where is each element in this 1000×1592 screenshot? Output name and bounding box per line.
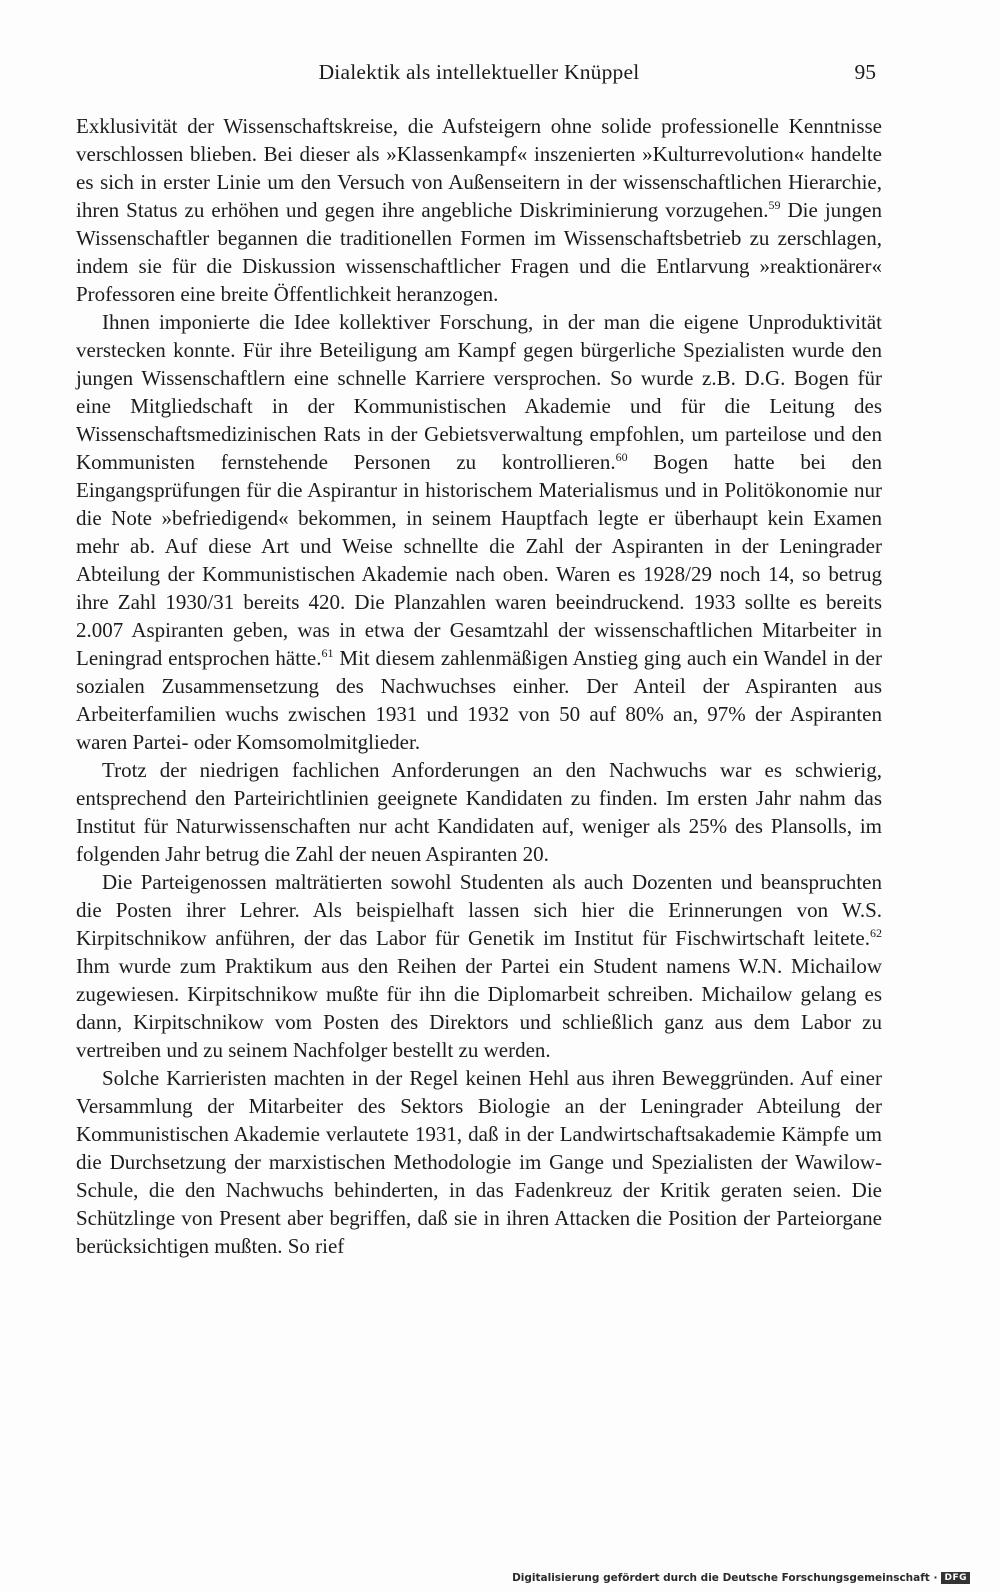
paragraph-text: Mit diesem zahlenmäßigen Anstieg ging auch ein Wandel in der sozialen Zusammensetzung des Nachwuchses einher. Der Anteil der Aspiranten aus Arbeiterfamilien wuchs zwischen 1931 und 1932 von 50 auf 80% an, 97% der Aspiranten waren Partei- oder Komsomolmitglieder. <box>76 646 882 754</box>
paragraph-text: Die jungen Wissenschaftler begannen die traditionellen Formen im Wissenschaftsbetrieb zu zerschlagen, indem sie für die Diskussion wissenschaftlicher Fragen und die Entlarvung »reaktionärer« Professoren eine breite Öffentlichkeit heranzogen. <box>76 198 882 306</box>
credit-text: Digitalisierung gefördert durch die Deutsche Forschungsgemeinschaft · <box>512 1572 938 1584</box>
page-number: 95 <box>854 60 876 84</box>
footnote-ref-62: 62 <box>870 926 882 940</box>
paragraph-3 <box>76 756 882 868</box>
paragraph-text: Die Parteigenossen malträtierten sowohl Studenten als auch Dozenten und beanspruchten die Posten ihrer Lehrer. Als beispielhaft lassen sich hier die Erinnerungen von W.S. Kirpitschnikow anführen, der das Labor für Genetik im Institut für Fischwirtschaft leitete. <box>76 870 882 950</box>
running-title: Dialektik als intellektueller Knüppel <box>318 60 640 84</box>
digitization-credit <box>512 1572 970 1584</box>
body-text <box>76 112 882 1260</box>
paragraph-2 <box>76 308 882 756</box>
paragraph-5 <box>76 1064 882 1260</box>
footnote-ref-60: 60 <box>615 450 628 464</box>
footnote-ref-61: 61 <box>321 646 334 660</box>
paragraph-4 <box>76 868 882 1064</box>
paragraph-1 <box>76 112 882 308</box>
dfg-logo-icon: DFG <box>941 1572 970 1584</box>
paragraph-text: Bogen hatte bei den Eingangsprüfungen für die Aspirantur in historischem Materialismus und in Politökonomie nur die Note »befriedigend« bekommen, in seinem Hauptfach legte er überhaupt kein Examen mehr ab. Auf diese Art und Weise schnellte die Zahl der Aspiranten in der Leningrader Abteilung der Kommunistischen Akademie nach oben. Waren es 1928/29 noch 14, so betrug ihre Zahl 1930/31 bereits 420. Die Planzahlen waren beeindruckend. 1933 sollte es bereits 2.007 Aspiranten geben, was in etwa der Gesamtzahl der wissenschaftlichen Mitarbeiter in Leningrad entsprochen hätte. <box>76 450 882 670</box>
paragraph-text: Trotz der niedrigen fachlichen Anforderungen an den Nachwuchs war es schwierig, entsprechend den Parteirichtlinien geeignete Kandidaten zu finden. Im ersten Jahr nahm das Institut für Naturwissenschaften nur acht Kandidaten auf, weniger als 25% des Plansolls, im folgenden Jahr betrug die Zahl der neuen Aspiranten 20. <box>76 758 882 866</box>
paragraph-text: Solche Karrieristen machten in der Regel keinen Hehl aus ihren Beweggründen. Auf einer Versammlung der Mitarbeiter des Sektors Biologie an der Leningrader Abteilung der Kommunistischen Akademie verlautete 1931, daß in der Landwirtschaftsakademie Kämpfe um die Durchsetzung der marxistischen Methodologie im Gange und Spezialisten der Wawilow-Schule, die den Nachwuchs behinderten, in das Fadenkreuz der Kritik geraten seien. Die Schützlinge von Present aber begriffen, daß sie in ihren Attacken die Position der Parteiorgane berücksichtigen mußten. So rief <box>76 1066 882 1258</box>
paragraph-text: Ihm wurde zum Praktikum aus den Reihen der Partei ein Student namens W.N. Michailow zugewiesen. Kirpitschnikow mußte für ihn die Diplomarbeit schreiben. Michailow gelang es dann, Kirpitschnikow vom Posten des Direktors und schließlich ganz aus dem Labor zu vertreiben und zu seinem Nachfolger bestellt zu werden. <box>76 954 882 1062</box>
paragraph-text: Ihnen imponierte die Idee kollektiver Forschung, in der man die eigene Unproduktivität verstecken konnte. Für ihre Beteiligung am Kampf gegen bürgerliche Spezialisten wurde den jungen Wissenschaftlern eine schnelle Karriere versprochen. So wurde z.B. D.G. Bogen für eine Mitgliedschaft in der Kommunistischen Akademie und für die Leitung des Wissenschaftsmedizinischen Rats in der Gebietsverwaltung empfohlen, um parteilose und den Kommunisten fernstehende Personen zu kontrollieren. <box>76 310 882 474</box>
footnote-ref-59: 59 <box>768 198 781 212</box>
paragraph-text: Exklusivität der Wissenschaftskreise, die Aufsteigern ohne solide professionelle Kenntnisse verschlossen blieben. Bei dieser als »Klassenkampf« inszenierten »Kulturrevolution« handelte es sich in erster Linie um den Versuch von Außenseitern in der wissenschaftlichen Hierarchie, ihren Status zu erhöhen und gegen ihre angebliche Diskriminierung vorzugehen. <box>76 114 882 222</box>
running-head <box>76 60 882 90</box>
